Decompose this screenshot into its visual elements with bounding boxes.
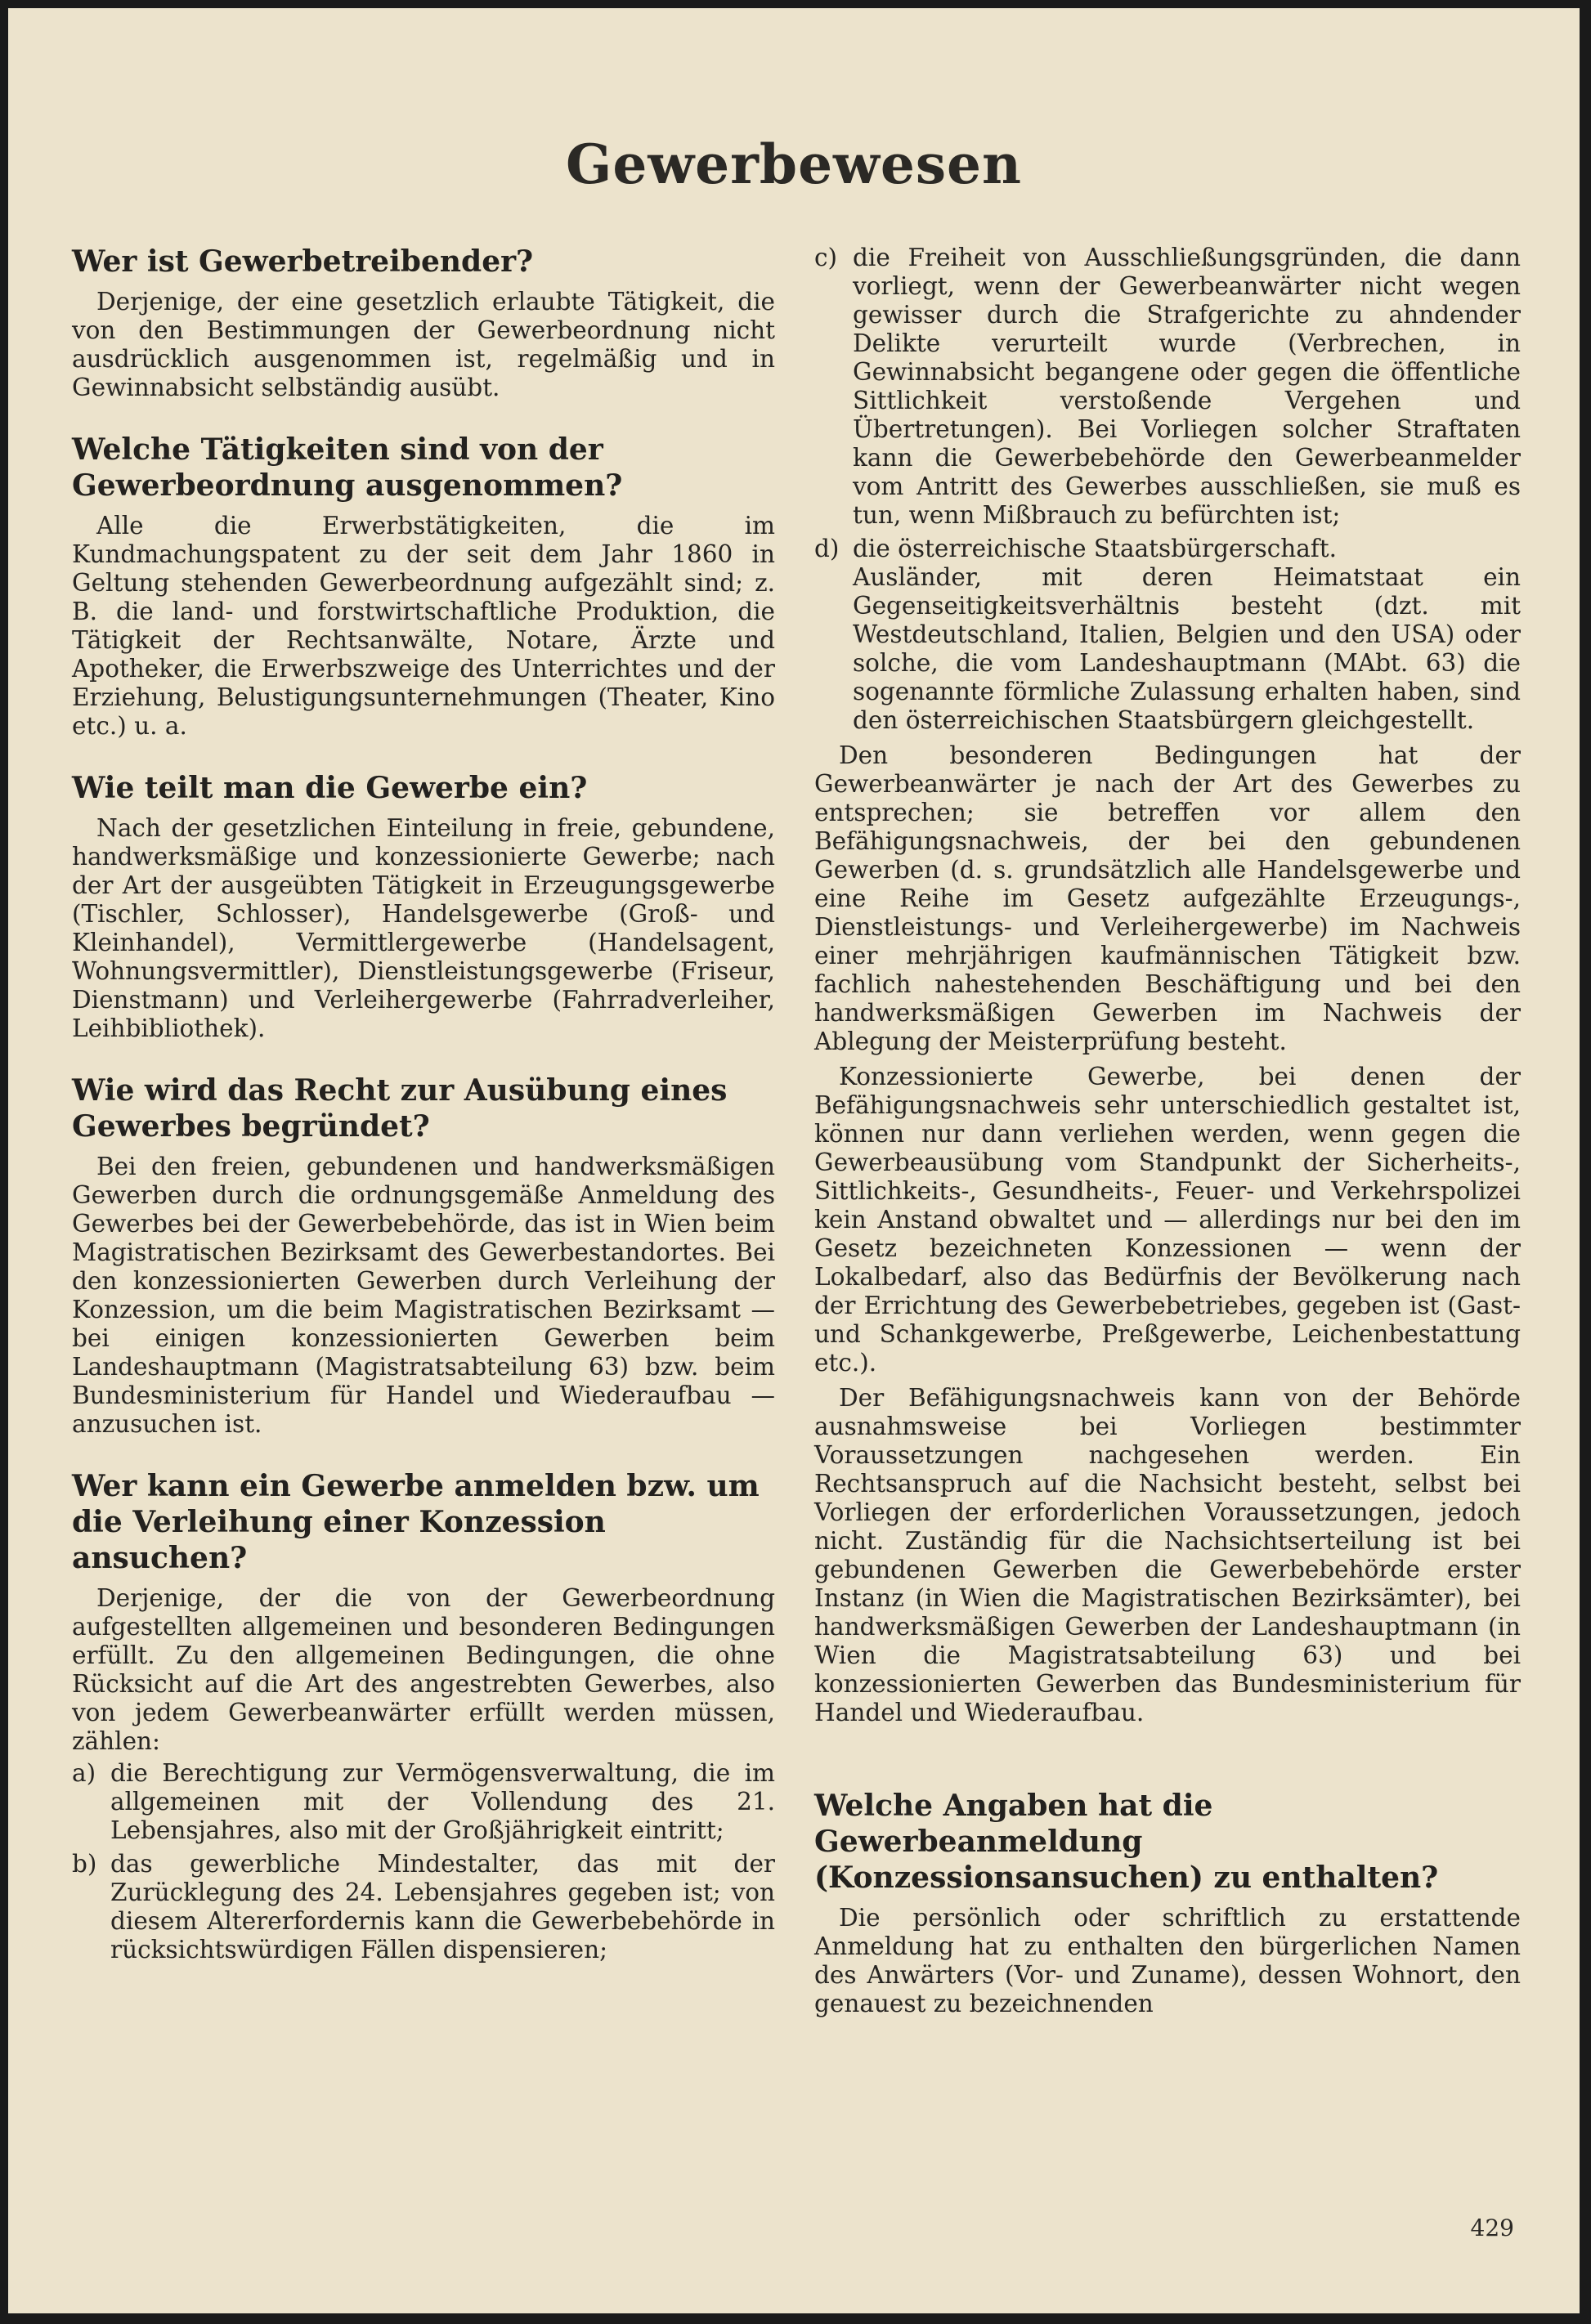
- list-label-b: b): [72, 1850, 97, 1878]
- heading-einteilung: Wie teilt man die Gewerbe ein?: [72, 771, 588, 805]
- paragraph-anmelden: Derjenige, der die von der Gewerbeordnung aufgestellten allgemeinen und besonderen Bedingungen erfüllt. Zu den allgemeinen Bedingungen, die ohne Rücksicht auf die Art des angestrebten Gewerbes, also von jedem Gewerbeanwärter erfüllt werden müssen, zählen:: [72, 1584, 775, 1755]
- document-page: [8, 8, 1580, 2313]
- left-column: [72, 244, 775, 1964]
- paragraph-auslaender: Ausländer, mit deren Heimatstaat ein Gegenseitigkeitsverhältnis besteht (dzt. mit Westdeutschland, Italien, Belgien und den USA) oder solche, die vom Landeshauptmann (MAbt. 63) die sogenannte förmliche Zulassung erhalten haben, sind den österreichischen Staatsbürgern gleichgestellt.: [853, 563, 1521, 734]
- list-item-a: [72, 1759, 775, 1845]
- list-text-b: das gewerbliche Mindestalter, das mit der Zurücklegung des 24. Lebensjahres gegeben ist; von diesem Altererfordernis kann die Gewerbebehörde in rücksichtswürdigen Fällen dispensieren;: [110, 1850, 775, 1964]
- heading-recht-ausuebung: Wie wird das Recht zur Ausübung eines Gewerbes begründet?: [72, 1073, 728, 1144]
- paragraph-konzessionierte: Konzessionierte Gewerbe, bei denen der Befähigungsnachweis sehr unterschiedlich gestaltet ist, können nur dann verliehen werden, wenn gegen die Gewerbeausübung vom Standpunkt der Sicherheits-, Sittlichkeits-, Gesundheits-, Feuer- und Verkehrspolizei kein Anstand obwaltet und — allerdings nur bei den im Gesetz bezeichneten Konzessionen — wenn der Lokalbedarf, also das Bedürfnis der Bevölkerung nach der Errichtung des Gewerbebetriebes, gegeben ist (Gast- und Schankgewerbe, Preßgewerbe, Leichenbestattung etc.).: [814, 1063, 1521, 1377]
- list-item-c: [814, 244, 1521, 530]
- heading-angaben: Welche Angaben hat die Gewerbeanmeldung (Konzessionsansuchen) zu enthalten?: [814, 1789, 1439, 1895]
- paragraph-gewerbetreibender: Derjenige, der eine gesetzlich erlaubte Tätigkeit, die von den Bestimmungen der Gewerbeordnung nicht ausdrücklich ausgenommen ist, regelmäßig und in Gewinnabsicht selbständig ausübt.: [72, 288, 775, 401]
- list-item-d: [814, 535, 1521, 563]
- heading-anmelden: Wer kann ein Gewerbe anmelden bzw. um die Verleihung einer Konzession ansuchen?: [72, 1469, 760, 1575]
- heading-ausgenommen: Welche Tätigkeiten sind von der Gewerbeordnung ausgenommen?: [72, 432, 623, 503]
- paragraph-befaehigungsnachweis: Der Befähigungsnachweis kann von der Behörde ausnahmsweise bei Vorliegen bestimmter Voraussetzungen nachgesehen werden. Ein Rechtsanspruch auf die Nachsicht besteht, selbst bei Vorliegen der erforderlichen Voraussetzungen, jedoch nicht. Zuständig für die Nachsichtserteilung ist bei gebundenen Gewerben die Gewerbebehörde erster Instanz (in Wien die Magistratischen Bezirksämter), bei handwerksmäßigen Gewerben der Landeshauptmann (in Wien die Magistratsabteilung 63) und bei konzessionierten Gewerben das Bundesministerium für Handel und Wiederaufbau.: [814, 1384, 1521, 1726]
- list-text-a: die Berechtigung zur Vermögensverwaltung, die im allgemeinen mit der Vollendung des 21. Lebensjahres, also mit der Großjährigkeit eintritt;: [110, 1759, 775, 1844]
- paragraph-ausgenommen: Alle die Erwerbstätigkeiten, die im Kundmachungspatent zu der seit dem Jahr 1860 in Geltung stehenden Gewerbeordnung aufgezählt sind; z. B. die land- und forstwirtschaftliche Produktion, die Tätigkeit der Rechtsanwälte, Notare, Ärzte und Apotheker, die Erwerbszweige des Unterrichtes und der Erziehung, Belustigungsunternehmungen (Theater, Kino etc.) u. a.: [72, 512, 775, 740]
- paragraph-besondere-bedingungen: Den besonderen Bedingungen hat der Gewerbeanwärter je nach der Art des Gewerbes zu entsprechen; sie betreffen vor allem den Befähigungsnachweis, der bei den gebundenen Gewerben (d. s. grundsätzlich alle Handelsgewerbe und eine Reihe im Gesetz aufgezählte Erzeugungs-, Dienstleistungs- und Verleihergewerbe) im Nachweis einer mehrjährigen kaufmännischen Tätigkeit bzw. fachlich nahestehenden Beschäftigung und bei den handwerksmäßigen Gewerben im Nachweis der Ablegung der Meisterprüfung besteht.: [814, 741, 1521, 1055]
- paragraph-angaben: Die persönlich oder schriftlich zu erstattende Anmeldung hat zu enthalten den bürgerlichen Namen des Anwärters (Vor- und Zuname), dessen Wohnort, den genauest zu bezeichnenden: [814, 1904, 1521, 2017]
- page-title: Gewerbewesen: [565, 132, 1022, 196]
- list-label-c: c): [814, 244, 838, 271]
- right-column: [814, 244, 1521, 2018]
- list-label-d: d): [814, 535, 840, 562]
- list-label-a: a): [72, 1759, 96, 1787]
- paragraph-einteilung: Nach der gesetzlichen Einteilung in freie, gebundene, handwerksmäßige und konzessionierte Gewerbe; nach der Art der ausgeübten Tätigkeit in Erzeugungsgewerbe (Tischler, Schlosser), Handelsgewerbe (Groß- und Kleinhandel), Vermittlergewerbe (Handelsagent, Wohnungsvermittler), Dienstleistungsgewerbe (Friseur, Dienstmann) und Verleihergewerbe (Fahrradverleiher, Leihbibliothek).: [72, 814, 775, 1042]
- list-item-b: [72, 1850, 775, 1964]
- heading-gewerbetreibender: Wer ist Gewerbetreibender?: [72, 244, 534, 279]
- list-text-c: die Freiheit von Ausschließungsgründen, die dann vorliegt, wenn der Gewerbeanwärter nicht wegen gewisser durch die Strafgerichte zu ahndender Delikte verurteilt wurde (Verbrechen, in Gewinnabsicht begangene oder gegen die öffentliche Sittlichkeit verstoßende Vergehen und Übertretungen). Bei Vorliegen solcher Straftaten kann die Gewerbebehörde den Gewerbeanmelder vom Antritt des Gewerbes ausschließen, sie muß es tun, wenn Mißbrauch zu befürchten ist;: [853, 244, 1521, 529]
- page-number: 429: [1470, 2214, 1514, 2241]
- paragraph-recht-ausuebung: Bei den freien, gebundenen und handwerksmäßigen Gewerben durch die ordnungsgemäße Anmeldung des Gewerbes bei der Gewerbebehörde, das ist in Wien beim Magistratischen Bezirksamt des Gewerbestandortes. Bei den konzessionierten Gewerben durch Verleihung der Konzession, um die beim Magistratischen Bezirksamt — bei einigen konzessionierten Gewerben beim Landeshauptmann (Magistratsabteilung 63) bzw. beim Bundesministerium für Handel und Wiederaufbau — anzusuchen ist.: [72, 1153, 775, 1438]
- list-text-d: die österreichische Staatsbürgerschaft.: [853, 535, 1337, 562]
